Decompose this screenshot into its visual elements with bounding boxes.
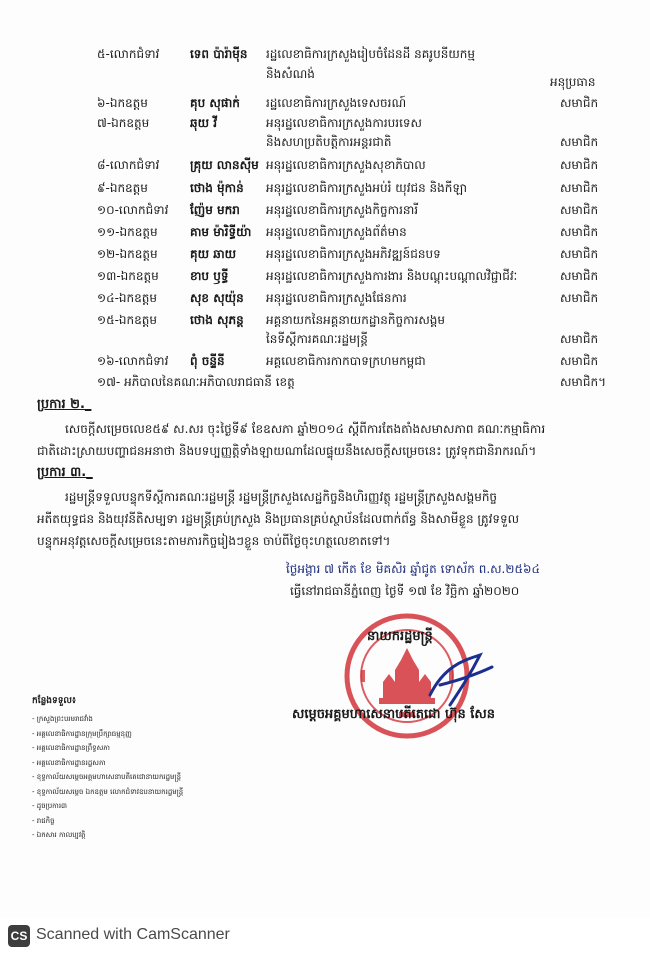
member-index: ៩-ឯកឧត្តម <box>97 181 148 195</box>
member-name: សុខ សុយ៉ុន <box>190 291 244 305</box>
member-title: អនុរដ្ឋលេខាធិការក្រសួងការងារ និងបណ្តុះបណ្តាលវិជ្ជាជីវៈ <box>266 269 518 283</box>
scanner-watermark: Scanned with CamScanner <box>36 926 230 943</box>
article-2-line: ជាតិដោះស្រាយបញ្ហាជនអនាថា និងបទប្បញ្ញត្តិទាំងឡាយណាដែលផ្ទុយនឹងសេចក្តីសម្រេចនេះ ត្រូវទុកជានិរាករណ៍។ <box>37 444 537 458</box>
article-2-line: សេចក្តីសម្រេចលេខ៥៩ ស.សរ ចុះថ្ងៃទី៩ ខែឧសភា ឆ្នាំ២០១៤ ស្តីពីការតែងតាំងសមាសភាព គណៈកម្មាធិការ <box>65 422 546 436</box>
member-role: សមាជិក <box>560 269 599 283</box>
member-name: គាម ម៉ារិទ្ធីយ៉ា <box>190 225 252 239</box>
article-3-line: បន្ទុកអនុវត្តសេចក្តីសម្រេចនេះតាមភារកិច្ចរៀងៗខ្លួន ចាប់ពីថ្ងៃចុះហត្ថលេខាតទៅ។ <box>37 534 391 548</box>
article-3-line: រដ្ឋមន្ត្រីទទួលបន្ទុកទីស្តីការគណៈរដ្ឋមន្ត្រី រដ្ឋមន្ត្រីក្រសួងសេដ្ឋកិច្ចនិងហិរញ្ញវត្ថុ រដ្ឋមន្ត្រីក្រសួងសង្គមកិច្ច <box>65 490 498 504</box>
solar-date: ធ្វើនៅរាជធានីភ្នំពេញ ថ្ងៃទី ១៧ ខែ វិច្ឆិកា ឆ្នាំ២០២០ <box>290 584 520 598</box>
member-title: អនុរដ្ឋលេខាធិការក្រសួងការបរទេស <box>266 116 422 130</box>
member-role: អនុប្រធាន <box>550 75 596 89</box>
distribution-item: - រាជកិច្ច <box>32 816 55 825</box>
camscanner-logo-icon: CS <box>8 925 30 947</box>
pm-title: នាយករដ្ឋមន្ត្រី <box>367 629 433 644</box>
member-role: សមាជិក <box>560 247 599 261</box>
member-index: ១៥-ឯកឧត្តម <box>97 313 157 327</box>
member-title-line2: និងសំណង់ <box>266 67 315 81</box>
distribution-title: កន្លែងទទួល៖ <box>32 696 76 706</box>
member-role: សមាជិក <box>560 135 599 149</box>
member-title: អនុរដ្ឋលេខាធិការក្រសួងអប់រំ យុវជន និងកីឡា <box>266 181 468 195</box>
member-index: ៦-ឯកឧត្តម <box>97 96 148 110</box>
distribution-item: - អគ្គលេខាធិការដ្ឋានរដ្ឋសភា <box>32 758 106 767</box>
member-title: អគ្គនាយកនៃអគ្គនាយកដ្ឋានកិច្ចការសង្គម <box>266 313 446 327</box>
member-title: អនុរដ្ឋលេខាធិការក្រសួងសុខាភិបាល <box>266 158 426 172</box>
member-index: ១២-ឯកឧត្តម <box>97 247 158 261</box>
article-3-body <box>37 486 617 552</box>
member-name: ពុំ ចន្ទីនី <box>190 354 225 368</box>
member-role: សមាជិក <box>560 354 599 368</box>
article-2-body <box>37 418 617 462</box>
article-3-line: អតីតយុទ្ធជន និងយុវនីតិសម្បទា រដ្ឋមន្ត្រីគ្រប់ក្រសួង និងប្រធានគ្រប់ស្ថាប័នដែលពាក់ព័ន្ធ និងសាមីខ្លួន ត្រូវទទួល <box>37 512 520 526</box>
article-3-heading: ប្រការ ៣._ <box>37 465 93 480</box>
member-role: សមាជិក <box>560 332 599 346</box>
member-title: អគ្គលេខាធិការកាកបាទក្រហមកម្ពុជា <box>266 354 426 368</box>
member-role: សមាជិក <box>560 225 599 239</box>
signer-name: សម្តេចអគ្គមហាសេនាបតីតេជោ ហ៊ុន សែន <box>292 707 495 722</box>
member-role: សមាជិក <box>560 181 599 195</box>
member-name: គ្រុយ លានស៊ីម <box>190 158 259 172</box>
member-role: សមាជិក <box>560 203 599 217</box>
member-index: ៥-លោកជំទាវ <box>97 47 160 61</box>
handwritten-signature <box>420 645 500 715</box>
member-name: ទេព ប៉ារ៉ាម៉ីន <box>190 47 248 61</box>
member-title: អនុរដ្ឋលេខាធិការក្រសួងកិច្ចការនារី <box>266 203 419 217</box>
distribution-item: - ក្រសួងព្រះបរមរាជវាំង <box>32 715 93 723</box>
member-title: រដ្ឋលេខាធិការក្រសួងទេសចរណ៍ <box>266 96 407 110</box>
member-index: ១៧- អភិបាលនៃគណៈអភិបាលរាជធានី ខេត្ត <box>97 375 295 389</box>
member-index: ១៤-ឯកឧត្តម <box>97 291 157 305</box>
member-index: ១០-លោកជំទាវ <box>97 203 169 217</box>
member-name: គុយ ឆាយ <box>190 247 237 261</box>
member-name: ថោង ម៉ុកាន់ <box>190 181 244 195</box>
distribution-item: - អគ្គលេខាធិការដ្ឋានព្រឹទ្ធសភា <box>32 744 110 752</box>
distribution-list <box>32 712 183 843</box>
member-index: ១៣-ឯកឧត្តម <box>97 269 159 283</box>
member-name: ខាប ឫទ្ធី <box>190 269 229 283</box>
member-title: អនុរដ្ឋលេខាធិការក្រសួងផែនការ <box>266 291 407 305</box>
member-name: ញ៉ែម មករា <box>190 203 240 217</box>
member-role: សមាជិក <box>560 291 599 305</box>
distribution-item: - ឯកសារ កាលប្បវត្តិ <box>32 831 86 839</box>
member-index: ៧-ឯកឧត្តម <box>97 116 150 130</box>
member-title-line2: និងសហប្រតិបត្តិការអន្តរជាតិ <box>266 135 392 149</box>
member-role: សមាជិក។ <box>560 375 606 389</box>
member-role: សមាជិក <box>560 158 599 172</box>
distribution-item: - ខុទ្ទកាល័យសម្តេចអគ្គមហាសេនាបតីតេជោនាយករដ្ឋមន្ត្រី <box>32 773 182 781</box>
member-index: ១១-ឯកឧត្តម <box>97 225 158 239</box>
member-title: រដ្ឋលេខាធិការក្រសួងរៀបចំដែនដី នគរូបនីយកម្ម <box>266 47 476 61</box>
member-name: ថោង សុភន្ត <box>190 313 244 327</box>
lunar-date: ថ្ងៃអង្គារ ៧ កើត ខែ មិគសិរ ឆ្នាំជូត ទោស័ក ព.ស.២៥៦៤ <box>286 562 540 576</box>
member-title-line2: នៃទីស្តីការគណៈរដ្ឋមន្ត្រី <box>266 332 368 346</box>
member-index: ១៦-លោកជំទាវ <box>97 354 169 368</box>
member-name: ឆុយ វី <box>190 116 218 130</box>
member-name: គុប សុផាក់ <box>190 96 240 110</box>
member-role: សមាជិក <box>560 96 599 110</box>
distribution-item: - ដូចប្រការ៣ <box>32 802 68 810</box>
member-index: ៨-លោកជំទាវ <box>97 158 160 172</box>
member-title: អនុរដ្ឋលេខាធិការក្រសួងព័ត៌មាន <box>266 225 407 239</box>
distribution-item: - អគ្គលេខាធិការដ្ឋានក្រុមប្រឹក្សាធម្មនុញ្ញ <box>32 729 132 738</box>
member-title: អនុរដ្ឋលេខាធិការក្រសួងអភិវឌ្ឍន៍ជនបទ <box>266 247 441 261</box>
article-2-heading: ប្រការ ២._ <box>37 397 92 412</box>
distribution-item: - ខុទ្ទកាល័យសម្តេច ឯកឧត្តម លោកជំទាវឧបនាយករដ្ឋមន្ត្រី <box>32 787 184 796</box>
